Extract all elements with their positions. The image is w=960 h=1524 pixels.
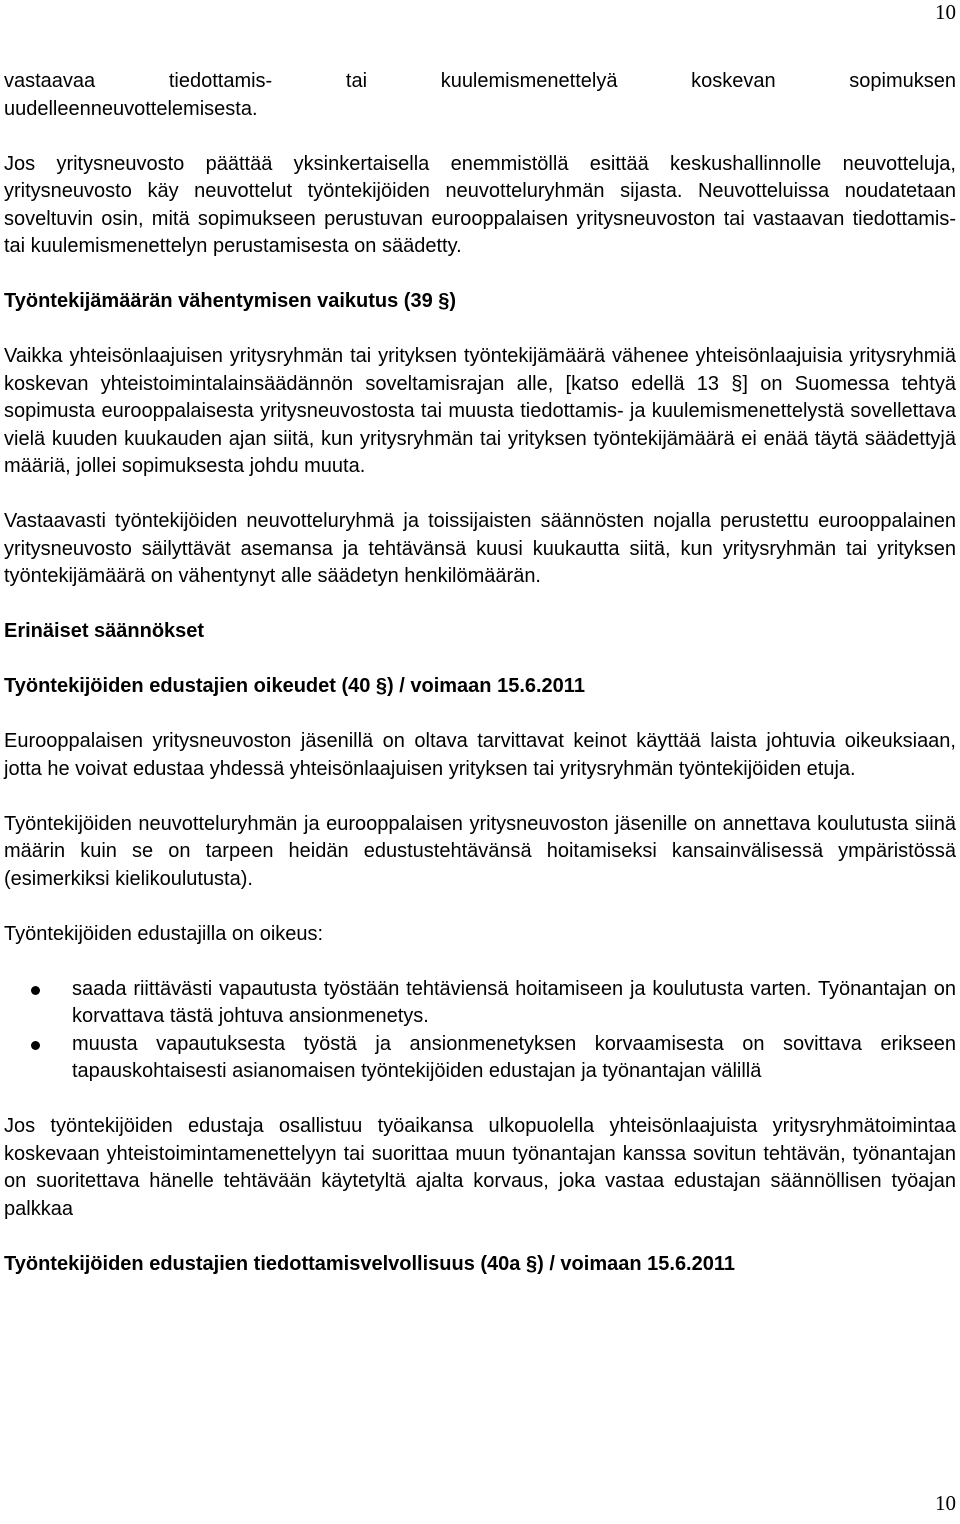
rights-list [4,976,956,1086]
paragraph: Vaikka yhteisönlaajuisen yritysryhmän tai yrityksen työntekijämäärä vähenee yhteisönlaajuisia yritysryhmiä koskevan yhteistoimintalainsäädännön soveltamisrajan alle, [katso edellä 13 §] on Suomessa tehtyä sopimusta eurooppalaisesta yritysneuvostosta tai muusta tiedottamis- ja kuulemismenettelystä sovellettava vielä kuuden kuukauden ajan siitä, kun yritysryhmän tai yrityksen työntekijämäärä ei enää täytä säädettyjä määriä, jollei sopimuksesta johdu muuta. [4,345,956,477]
bullet-icon [31,986,40,995]
bullet-icon [31,1041,40,1050]
list-item [4,976,956,1031]
paragraph: Jos työntekijöiden edustaja osallistuu työaikansa ulkopuolella yhteisönlaajuista yritysryhmätoimintaa koskevaan yhteistoimintamenettelyyn tai suorittaa muun työnantajan kanssa sovitun tehtävän, työnantajan on suoritettava hänelle tehtävään käytetyltä ajalta korvaus, joka vastaa edustajan säännöllisen työajan palkkaa [4,1115,956,1220]
paragraph: Työntekijöiden neuvotteluryhmän ja eurooppalaisen yritysneuvoston jäsenille on annettava koulutusta siinä määrin kuin se on tarpeen heidän edustustehtävänsä hoitamiseksi kansainvälisessä ympäristössä (esimerkiksi kielikoulutusta). [4,812,956,890]
paragraph: Työntekijöiden edustajilla on oikeus: [4,922,324,945]
list-item-text: muusta vapautuksesta työstä ja ansionmenetyksen korvaamisesta on sovittava erikseen tapauskohtaisesti asianomaisen työntekijöiden edustajan ja työnantajan välillä [72,1032,956,1082]
section-heading: Työntekijämäärän vähentymisen vaikutus (39 §) [4,290,457,312]
page-number-bottom: 10 [935,1491,956,1515]
section-heading: Työntekijöiden edustajien oikeudet (40 §) / voimaan 15.6.2011 [4,675,585,697]
list-item [4,1031,956,1086]
paragraph: uudelleenneuvottelemisesta. [4,97,258,120]
paragraph: Jos yritysneuvosto päättää yksinkertaisella enemmistöllä esittää keskushallinnolle neuvotteluja, yritysneuvosto käy neuvottelut työntekijöiden neuvotteluryhmän sijasta. Neuvotteluissa noudatetaan soveltuvin osin, mitä sopimukseen perustuvan eurooppalaisen yritysneuvoston tai vastaavan tiedottamis- tai kuulemismenettelyn perustamisesta on säädetty. [4,152,956,257]
list-item-text: saada riittävästi vapautusta työstään tehtäviensä hoitamiseen ja koulutusta varten. Työnantajan on korvattava tästä johtuva ansionmenetys. [72,977,956,1027]
section-heading: Erinäiset säännökset [4,620,205,642]
paragraph: vastaavaa tiedottamis- tai kuulemismenettelyä koskevan sopimuksen [4,70,956,92]
document-body [4,68,956,1278]
paragraph: Eurooppalaisen yritysneuvoston jäsenillä on oltava tarvittavat keinot käyttää laista johtuvia oikeuksiaan, jotta he voivat edustaa yhdessä yhteisönlaajuisen yrityksen tai yritysryhmän työntekijöiden etuja. [4,730,956,780]
page-number-top: 10 [935,0,956,24]
paragraph: Vastaavasti työntekijöiden neuvotteluryhmä ja toissijaisten säännösten nojalla perustettu eurooppalainen yritysneuvosto säilyttävät asemansa ja tehtävänsä kuusi kuukautta siitä, kun yritysryhmän tai yrityksen työntekijämäärä on vähentynyt alle säädetyn henkilömäärän. [4,510,956,587]
section-heading: Työntekijöiden edustajien tiedottamisvelvollisuus (40a §) / voimaan 15.6.2011 [4,1252,736,1275]
